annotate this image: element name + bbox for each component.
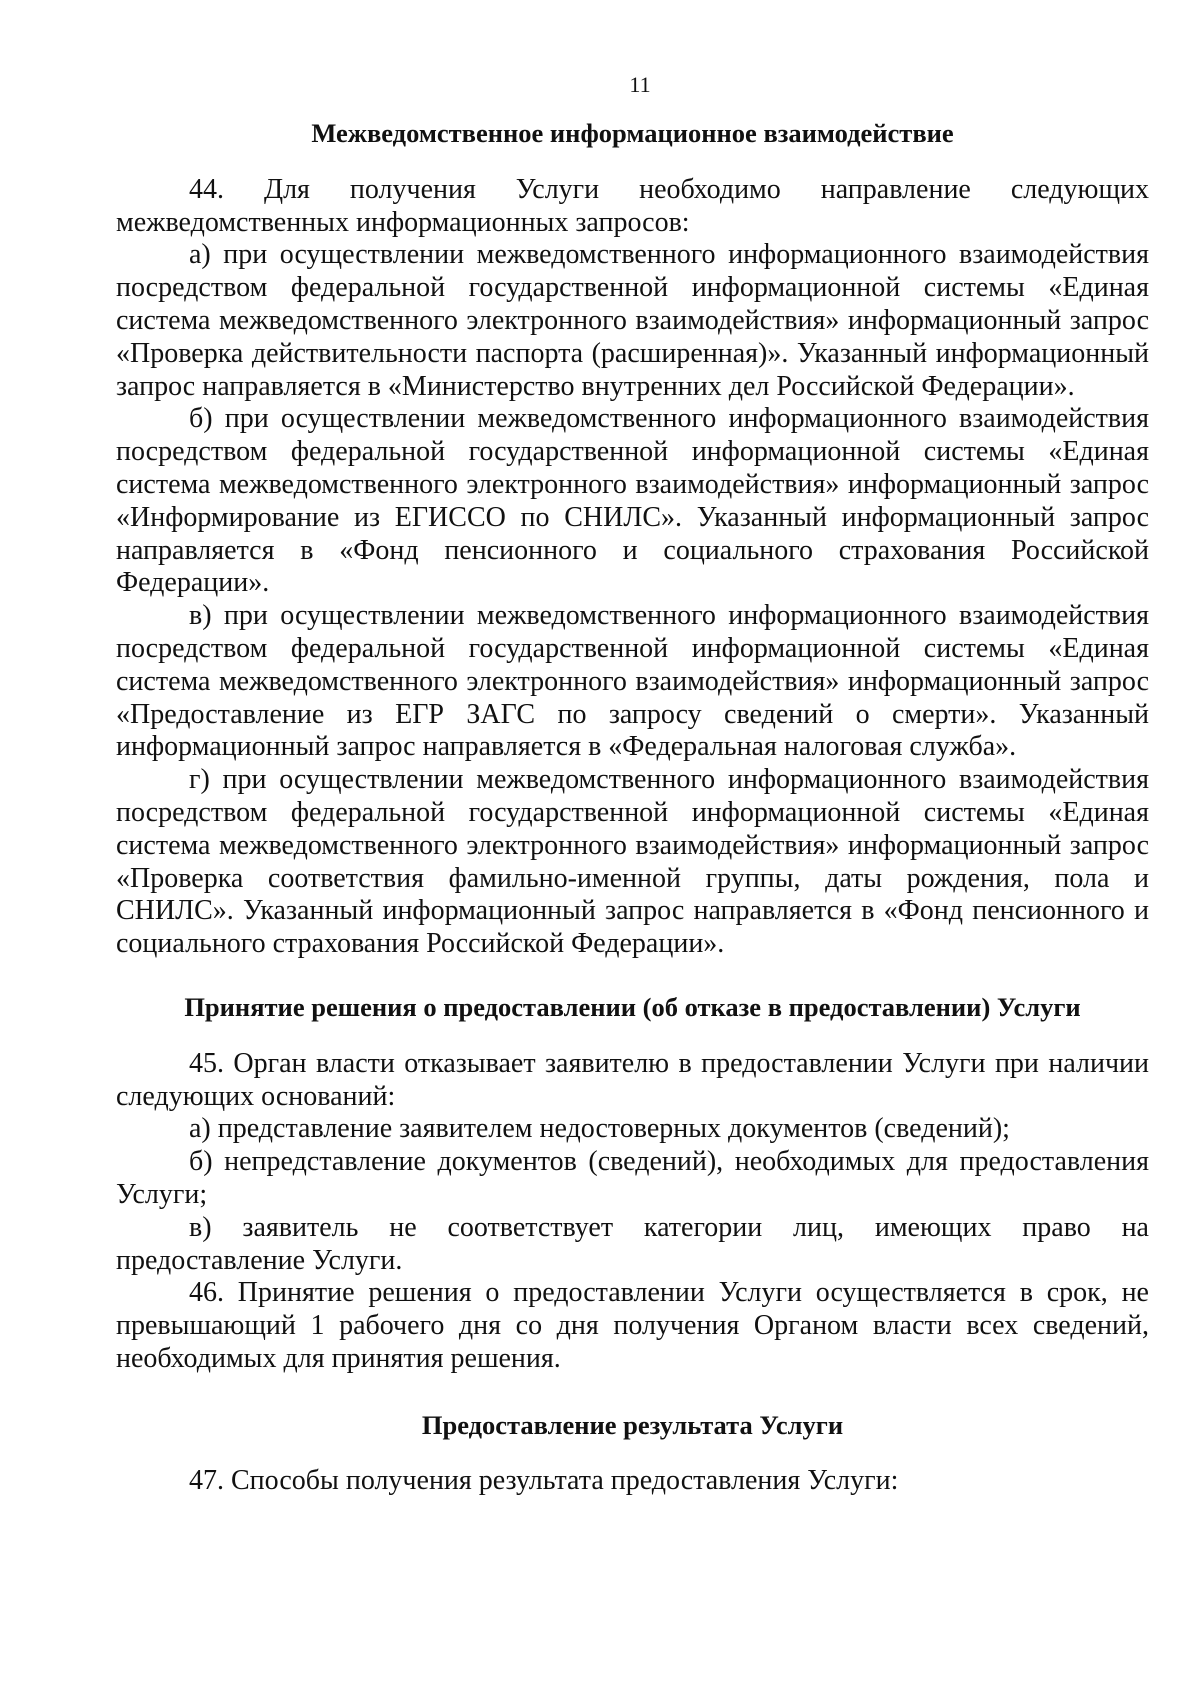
paragraph-47: 47. Способы получения результата предоставления Услуги: [189,1465,899,1497]
paragraph-45-b: б) непредставление документов (сведений), необходимых для предоставления Услуги; [116,1146,1149,1210]
section-heading-interagency: Межведомственное информационное взаимодействие [311,118,954,148]
paragraph-45-v: в) заявитель не соответствует категории лиц, имеющих право на предоставление Услуги. [116,1211,1149,1276]
paragraph-45-a: а) представление заявителем недостоверных документов (сведений); [189,1113,1010,1145]
paragraph-44-g: г) при осуществлении межведомственного информационного взаимодействия посредством федеральной государственной информационной системы «Единая система межведомственного электронного взаимодействия» информационный запрос «Проверка соответствия фамильно-именной группы, даты рождения, пола и СНИЛС». Указанный информационный запрос направляется в «Фонд пенсионного и социального страхования Российской Федерации». [116,764,1149,960]
page-number: 11 [629,72,651,97]
document-body [116,117,1149,1498]
paragraph-44-v: в) при осуществлении межведомственного информационного взаимодействия посредством федеральной государственной информационной системы «Единая система межведомственного электронного взаимодействия» информационный запрос «Предоставление из ЕГР ЗАГС по запросу сведений о смерти». Указанный информационный запрос направляется в «Федеральная налоговая служба». [116,600,1149,763]
section-heading-decision: Принятие решения о предоставлении (об отказе в предоставлении) Услуги [184,991,1081,1022]
paragraph-44-b: б) при осуществлении межведомственного информационного взаимодействия посредством федеральной государственной информационной системы «Единая система межведомственного электронного взаимодействия» информационный запрос «Информирование из ЕГИССО по СНИЛС». Указанный информационный запрос направляется в «Фонд пенсионного и социального страхования Российской Федерации». [116,403,1149,599]
paragraph-44-a: а) при осуществлении межведомственного информационного взаимодействия посредством федеральной государственной информационной системы «Единая система межведомственного электронного взаимодействия» информационный запрос «Проверка действительности паспорта (расширенная)». Указанный информационный запрос направляется в «Министерство внутренних дел Российской Федерации». [116,239,1149,402]
paragraph-46: 46. Принятие решения о предоставлении Услуги осуществляется в срок, не превышающий 1 рабочего дня со дня получения Органом власти всех сведений, необходимых для принятия решения. [116,1277,1149,1374]
section-heading-result: Предоставление результата Услуги [421,1409,844,1440]
paragraph-44: 44. Для получения Услуги необходимо направление следующих межведомственных информационных запросов: [116,173,1149,238]
paragraph-45: 45. Орган власти отказывает заявителю в предоставлении Услуги при наличии следующих оснований: [116,1047,1149,1112]
